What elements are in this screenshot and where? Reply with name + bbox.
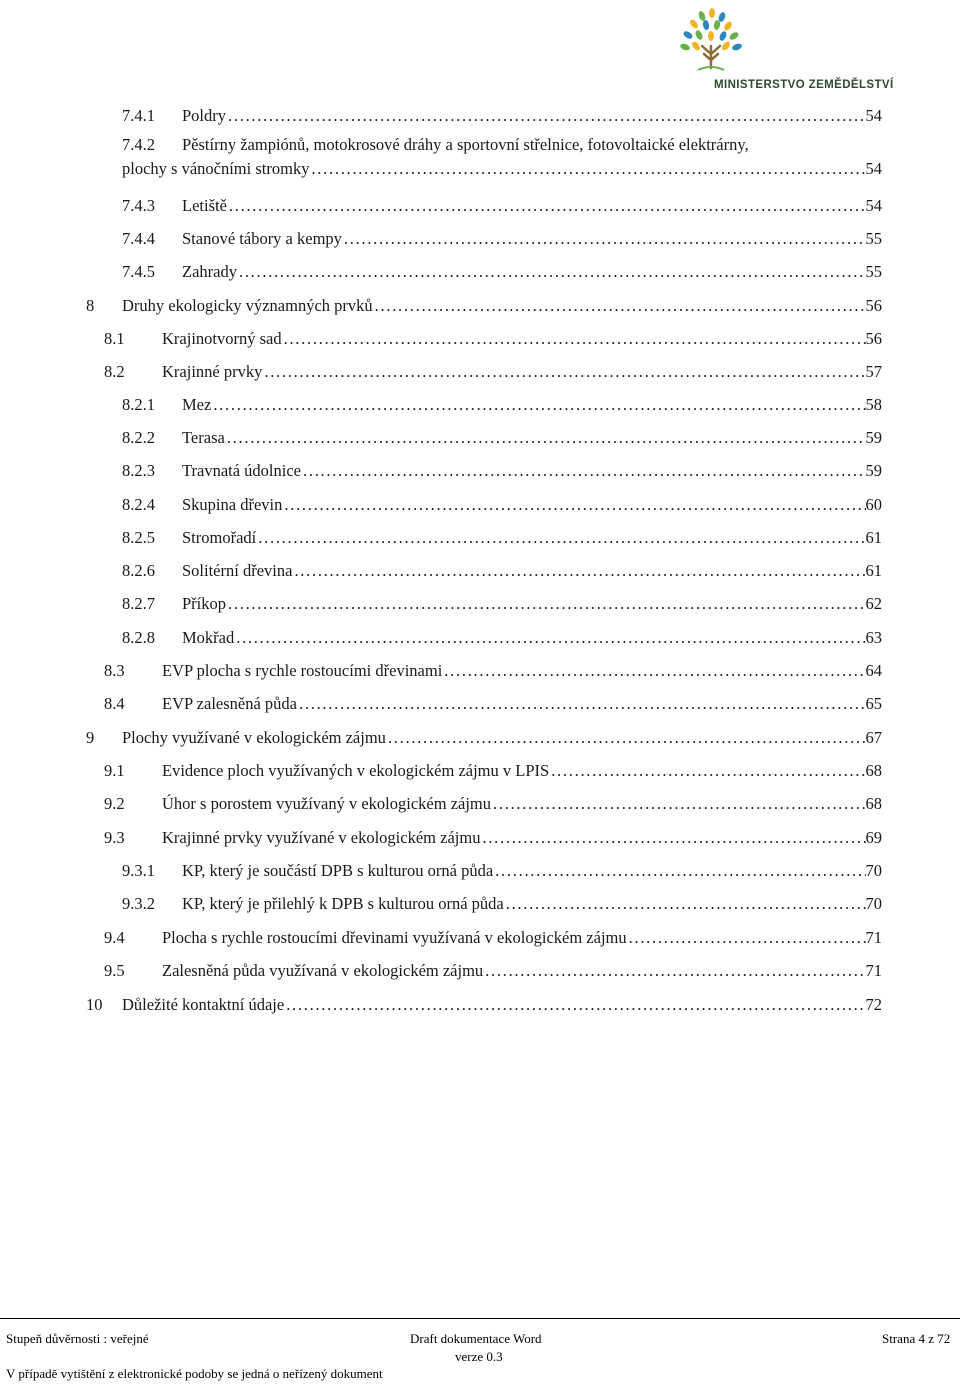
toc-entry-page: 67 — [865, 728, 882, 747]
toc-leader-dots — [284, 995, 865, 1015]
toc-entry-page: 56 — [865, 296, 882, 315]
toc-leader-dots — [297, 694, 865, 714]
toc-entry[interactable] — [122, 395, 882, 415]
toc-entry-page: 58 — [865, 395, 882, 414]
toc-leader-dots — [226, 594, 865, 614]
ministry-logo — [668, 8, 894, 100]
toc-entry-page: 64 — [865, 661, 882, 680]
toc-entry-page: 56 — [865, 329, 882, 348]
toc-entry-title: Úhor s porostem využívaný v ekologickém zájmu — [162, 794, 492, 813]
toc-entry-title: Zahrady — [182, 262, 237, 281]
toc-entry[interactable] — [104, 329, 882, 349]
toc-entry-title: Poldry — [182, 106, 227, 125]
toc-leader-dots — [483, 961, 865, 981]
toc-entry-page: 71 — [865, 961, 882, 980]
toc-leader-dots — [480, 828, 865, 848]
toc-entry[interactable] — [104, 828, 882, 848]
toc-entry-number: 9.3.2 — [122, 894, 155, 913]
toc-entry[interactable] — [104, 661, 882, 681]
toc-entry-page: 69 — [865, 828, 882, 847]
toc-leader-dots — [256, 528, 865, 548]
toc-entry-number: 8.1 — [104, 329, 125, 348]
toc-entry-title: Druhy ekologicky významných prvků — [122, 296, 373, 315]
toc-entry[interactable] — [122, 528, 882, 548]
toc-leader-dots — [342, 229, 866, 249]
toc-entry-number: 8.2.2 — [122, 428, 155, 447]
toc-entry-page: 55 — [865, 229, 882, 248]
toc-entry[interactable] — [122, 894, 882, 914]
toc-entry-page: 59 — [865, 461, 882, 480]
toc-entry-page: 72 — [865, 995, 882, 1014]
toc-leader-dots — [627, 928, 866, 948]
toc-entry-number: 8.2.3 — [122, 461, 155, 480]
toc-entry[interactable] — [122, 196, 882, 216]
toc-entry[interactable] — [122, 561, 882, 581]
toc-entry[interactable] — [122, 461, 882, 481]
toc-entry[interactable] — [104, 961, 882, 981]
toc-entry-title: Mokřad — [182, 628, 235, 647]
toc-leader-dots — [282, 329, 866, 349]
toc-leader-dots — [237, 262, 866, 282]
toc-entry-title: Mez — [182, 395, 212, 414]
toc-entry-page: 71 — [865, 928, 882, 947]
toc-entry-page: 54 — [865, 106, 882, 125]
toc-leader-dots — [226, 106, 865, 126]
toc-entry-title: Stanové tábory a kempy — [182, 229, 342, 248]
toc-entry-page: 61 — [865, 561, 882, 580]
toc-entry-title: Plochy využívané v ekologickém zájmu — [122, 728, 386, 747]
toc-entry-page: 59 — [865, 428, 882, 447]
footer-notice: V případě vytištění z elektronické podoby se jedná o neřízený dokument — [6, 1366, 383, 1381]
footer-doc-title: Draft dokumentace Word — [410, 1331, 542, 1346]
toc-entry-number: 9 — [86, 728, 95, 747]
toc-entry-page: 68 — [865, 794, 882, 813]
toc-entry-number: 7.4.3 — [122, 196, 155, 215]
toc-entry[interactable] — [122, 135, 882, 183]
toc-entry[interactable] — [122, 262, 882, 282]
toc-leader-dots — [282, 495, 865, 515]
footer-version: verze 0.3 — [455, 1349, 503, 1364]
toc-entry-title: EVP zalesněná půda — [162, 694, 298, 713]
toc-entry-number: 7.4.4 — [122, 229, 155, 248]
toc-entry[interactable] — [86, 995, 882, 1015]
toc-leader-dots — [234, 628, 865, 648]
toc-entry-title: Důležité kontaktní údaje — [122, 995, 285, 1014]
toc-entry[interactable] — [122, 428, 882, 448]
toc-leader-dots — [504, 894, 866, 914]
toc-entry-number: 8.3 — [104, 661, 125, 680]
toc-entry[interactable] — [122, 106, 882, 126]
toc-entry-title: Terasa — [182, 428, 225, 447]
toc-entry-page: 54 — [865, 196, 882, 215]
toc-entry[interactable] — [122, 861, 882, 881]
toc-entry-number: 8 — [86, 296, 95, 315]
toc-entry-title: Krajinné prvky — [162, 362, 263, 381]
toc-entry-title: EVP plocha s rychle rostoucími dřevinami — [162, 661, 443, 680]
toc-entry[interactable] — [104, 928, 882, 948]
toc-entry-number: 7.4.2 — [122, 135, 155, 154]
toc-entry-page: 61 — [865, 528, 882, 547]
footer-page-info: Strana 4 z 72 — [882, 1331, 951, 1346]
toc-entry-title: Letiště — [182, 196, 227, 215]
toc-entry-number: 8.4 — [104, 694, 125, 713]
toc-entry[interactable] — [104, 761, 882, 781]
toc-entry-page: 62 — [865, 594, 882, 613]
toc-entry-title: Příkop — [182, 594, 227, 613]
toc-entry-page: 70 — [865, 894, 882, 913]
toc-entry[interactable] — [122, 594, 882, 614]
toc-entry-page: 57 — [865, 362, 882, 381]
toc-entry-page: 60 — [865, 495, 882, 514]
toc-entry-number: 8.2.6 — [122, 561, 155, 580]
toc-leader-dots — [262, 362, 865, 382]
toc-entry[interactable] — [104, 794, 882, 814]
toc-entry-number: 9.2 — [104, 794, 125, 813]
toc-entry-number: 9.4 — [104, 928, 125, 947]
toc-entry[interactable] — [122, 229, 882, 249]
toc-leader-dots — [301, 461, 866, 481]
toc-entry-number: 9.1 — [104, 761, 125, 780]
toc-entry-page: 65 — [865, 694, 882, 713]
toc-entry-page: 68 — [865, 761, 882, 780]
toc-entry-number: 7.4.1 — [122, 106, 155, 125]
logo-wordmark: MINISTERSTVO ZEMĚDĚLSTVÍ — [714, 79, 894, 91]
toc-leader-dots — [292, 561, 865, 581]
toc-entry-title: Krajinotvorný sad — [162, 329, 282, 348]
toc-entry-page: 55 — [865, 262, 882, 281]
toc-entry-number: 8.2.8 — [122, 628, 155, 647]
toc-entry-number: 8.2 — [104, 362, 125, 381]
toc-entry-title: KP, který je přilehlý k DPB s kulturou orná půda — [182, 894, 504, 913]
tree-logo-icon — [668, 8, 758, 80]
toc-leader-dots — [227, 196, 866, 216]
toc-entry-title: Skupina dřevin — [182, 495, 283, 514]
toc-leader-dots — [491, 794, 865, 814]
toc-entry-number: 10 — [86, 995, 103, 1014]
toc-entry-title: Krajinné prvky využívané v ekologickém zájmu — [162, 828, 481, 847]
toc-entry-page: 54 — [865, 159, 882, 178]
toc-entry-title: Plocha s rychle rostoucími dřevinami využívaná v ekologickém zájmu — [162, 928, 627, 947]
toc-entry-title: Stromořadí — [182, 528, 257, 547]
toc-entry-title: Pěstírny žampiónů, motokrosové dráhy a sportovní střelnice, fotovoltaické elektrárny, — [182, 135, 749, 154]
toc-entry-title: Solitérní dřevina — [182, 561, 293, 580]
toc-entry-number: 8.2.5 — [122, 528, 155, 547]
toc-entry-title: KP, který je součástí DPB s kulturou orná půda — [182, 861, 494, 880]
toc-entry-number: 9.3.1 — [122, 861, 155, 880]
toc-leader-dots — [309, 159, 865, 179]
toc-entry[interactable] — [104, 362, 882, 382]
toc-entry-page: 70 — [865, 861, 882, 880]
toc-entry-number: 9.3 — [104, 828, 125, 847]
toc-entry-title: Zalesněná půda využívaná v ekologickém zájmu — [162, 961, 484, 980]
toc-entry[interactable] — [86, 728, 882, 748]
toc-entry[interactable] — [104, 694, 882, 714]
toc-leader-dots — [442, 661, 865, 681]
toc-entry-title-continued: plochy s vánočními stromky — [122, 159, 310, 178]
toc-entry-page: 63 — [865, 628, 882, 647]
toc-leader-dots — [549, 761, 865, 781]
toc-leader-dots — [373, 296, 866, 316]
footer-confidentiality: Stupeň důvěrnosti : veřejné — [6, 1331, 149, 1346]
toc-entry[interactable] — [122, 628, 882, 648]
toc-entry-title: Travnatá údolnice — [182, 461, 301, 480]
toc-entry[interactable] — [122, 495, 882, 515]
toc-entry-number: 8.2.4 — [122, 495, 155, 514]
toc-leader-dots — [225, 428, 866, 448]
toc-entry-number: 9.5 — [104, 961, 125, 980]
toc-entry-number: 8.2.7 — [122, 594, 155, 613]
toc-entry[interactable] — [86, 296, 882, 316]
toc-entry-number: 8.2.1 — [122, 395, 155, 414]
footer-divider — [0, 1318, 960, 1319]
toc-leader-dots — [493, 861, 865, 881]
toc-leader-dots — [211, 395, 865, 415]
toc-entry-title: Evidence ploch využívaných v ekologickém zájmu v LPIS — [162, 761, 550, 780]
toc-entry-number: 7.4.5 — [122, 262, 155, 281]
toc-leader-dots — [386, 728, 866, 748]
